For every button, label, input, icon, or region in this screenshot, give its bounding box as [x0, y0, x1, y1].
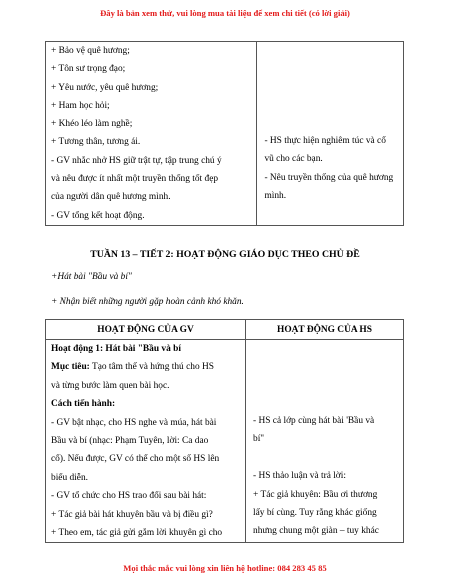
activity-table [45, 319, 404, 543]
text-line: mình. [264, 191, 287, 202]
column-header-student: HOẠT ĐỘNG CỦA HS [246, 320, 404, 340]
teacher-column [46, 340, 246, 543]
text-line: + Tác giả khuyên: Bầu ơi thương [253, 489, 378, 500]
text-line: - HS thảo luận và trả lời: [253, 471, 346, 482]
teacher-column [46, 42, 257, 226]
activity-table-continued [45, 41, 404, 226]
text-line: + Tác giả bài hát khuyên bầu và bị điều gì? [51, 509, 213, 520]
text-line: + Bảo vệ quê hương; [51, 46, 130, 56]
text-line: bí" [253, 434, 265, 445]
intro-line: + Nhận biết những người gặp hoàn cảnh khó khăn. [51, 297, 244, 307]
intro-line: +Hát bài "Bầu và bí" [51, 272, 132, 282]
student-column [257, 42, 404, 226]
text-line: + Tương thân, tương ái. [51, 137, 141, 148]
text-line: + Tôn sư trọng đạo; [51, 64, 126, 75]
text-line: và từng bước làm quen bài học. [51, 380, 170, 391]
text-line: - Nêu truyền thống của quê hương [264, 172, 394, 183]
preview-notice: Đây là bản xem thử, vui lòng mua tài liệu để xem chi tiết (có lời giải) [100, 8, 350, 18]
hotline-notice: Mọi thắc mắc vui lòng xin liên hệ hotline: 084 283 45 85 [123, 563, 327, 573]
text-line: - GV bật nhạc, cho HS nghe và múa, hát bài [51, 417, 217, 428]
objective-label: Mục tiêu: [51, 362, 90, 373]
text-line: của người dân quê hương mình. [51, 192, 171, 203]
text-line: - HS cả lớp cùng hát bài 'Bầu và [253, 416, 375, 426]
section-title: TUẦN 13 – TIẾT 2: HOẠT ĐỘNG GIÁO DỤC THEO CHỦ ĐỀ [90, 249, 360, 260]
text-line: - GV nhắc nhở HS giữ trật tự, tập trung chú ý [51, 155, 222, 166]
student-column [246, 340, 404, 543]
text-line: lấy bí cùng. Tuy rằng khác giống [253, 508, 377, 519]
text-line: + Ham học hỏi; [51, 100, 110, 111]
text-line: + Theo em, tác giả gửi gắm lời khuyên gì cho [51, 528, 223, 539]
text-line: nhưng chung một giàn – tuy khác [253, 526, 379, 537]
text-line: + Khéo léo làm nghề; [51, 119, 133, 130]
method-label: Cách tiến hành: [51, 399, 116, 410]
text-line: Bầu và bí (nhạc: Phạm Tuyên, lời: Ca dao [51, 436, 209, 447]
blank-line [246, 449, 403, 467]
objective-line [46, 358, 245, 376]
column-header-teacher: HOẠT ĐỘNG CỦA GV [46, 320, 246, 340]
text-line: cổ). Nếu được, GV có thể cho một số HS lên [51, 454, 220, 465]
text-line: - HS thực hiện nghiêm túc và cổ [264, 136, 386, 146]
text-line: + Yêu nước, yêu quê hương; [51, 82, 159, 93]
objective-text: Tạo tâm thế và hứng thú cho HS [89, 362, 214, 373]
text-line: - GV tổ chức cho HS trao đổi sau bài hát: [51, 491, 207, 502]
text-line: và nêu được ít nhất một truyền thống tốt đẹp [51, 174, 219, 185]
text-line: vũ cho các bạn. [264, 154, 323, 165]
text-line: biểu diễn. [51, 472, 88, 483]
text-line: - GV tổng kết hoạt động. [51, 210, 145, 221]
activity-title: Hoạt động 1: Hát bài "Bầu và bí [51, 344, 181, 354]
